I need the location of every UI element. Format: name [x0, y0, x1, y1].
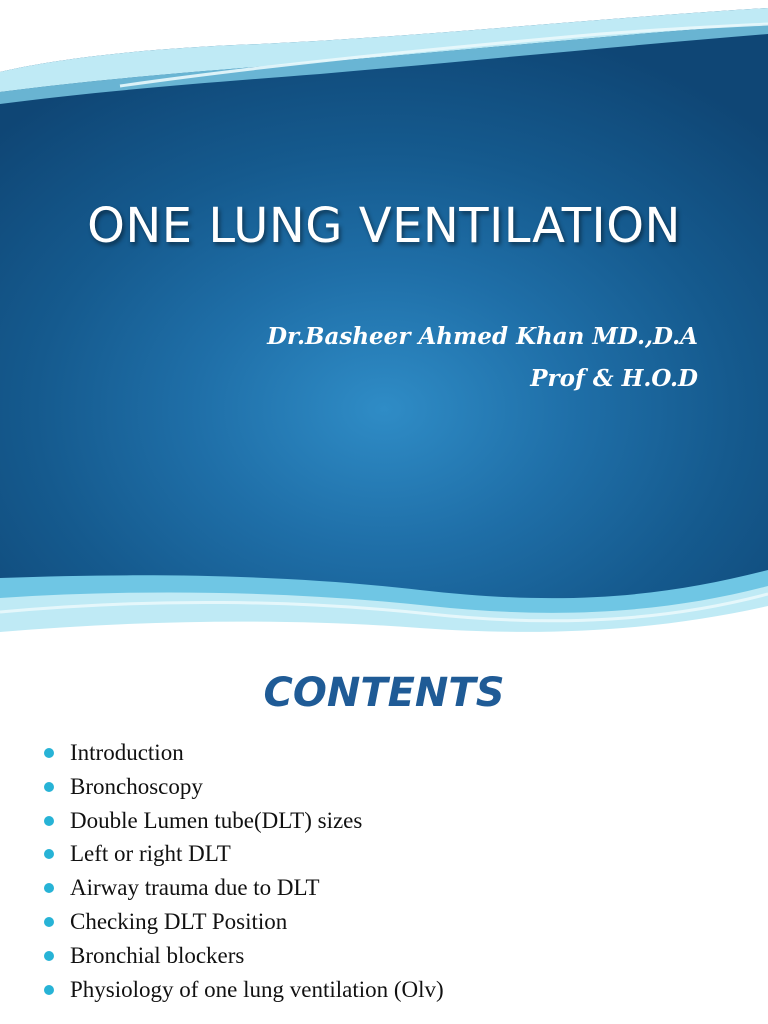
list-item-text: Bronchoscopy	[70, 773, 203, 799]
list-item	[44, 871, 444, 905]
list-item-text: Double Lumen tube(DLT) sizes	[70, 807, 363, 833]
author-name: Dr.Basheer Ahmed Khan MD.,D.A	[267, 323, 698, 350]
list-item	[44, 770, 444, 804]
list-item	[44, 804, 444, 838]
list-item-text: Bronchial blockers	[70, 942, 245, 968]
contents-list	[44, 736, 444, 1006]
slide-title: ONE LUNG VENTILATION	[87, 198, 681, 254]
bullet-dot-icon	[44, 951, 54, 961]
author-block	[267, 316, 698, 400]
list-item	[44, 905, 444, 939]
contents-slide	[0, 660, 768, 1024]
bullet-dot-icon	[44, 849, 54, 859]
contents-heading: CONTENTS	[263, 670, 505, 716]
bullet-dot-icon	[44, 816, 54, 826]
list-item	[44, 973, 444, 1007]
list-item	[44, 837, 444, 871]
bullet-dot-icon	[44, 917, 54, 927]
bullet-dot-icon	[44, 883, 54, 893]
list-item-text: Physiology of one lung ventilation (Olv)	[70, 976, 444, 1002]
list-item-text: Left or right DLT	[70, 841, 231, 867]
bullet-dot-icon	[44, 748, 54, 758]
bullet-dot-icon	[44, 985, 54, 995]
list-item-text: Airway trauma due to DLT	[70, 875, 320, 901]
list-item	[44, 736, 444, 770]
list-item	[44, 939, 444, 973]
bullet-dot-icon	[44, 782, 54, 792]
list-item-text: Checking DLT Position	[70, 908, 288, 934]
list-item-text: Introduction	[70, 740, 184, 765]
author-position: Prof & H.O.D	[530, 365, 698, 392]
